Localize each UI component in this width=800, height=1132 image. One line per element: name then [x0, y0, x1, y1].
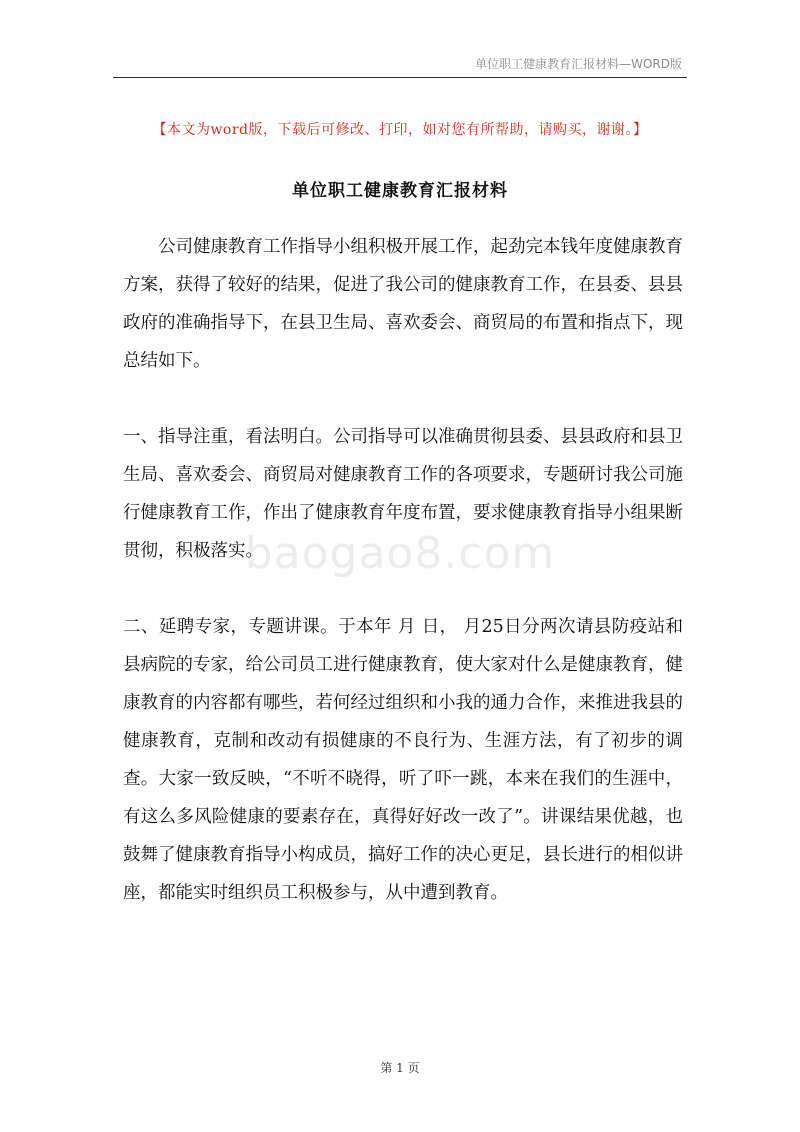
- document-title: 单位职工健康教育汇报材料: [292, 181, 508, 201]
- header-divider: [113, 77, 687, 78]
- paragraph-section-2: 二、延聘专家，专题讲课。于本年 月 日， 月25日分两次请县防疫站和县病院的专家，给公司员工进行健康教育，使大家对什么是健康教育，健康教育的内容都有哪些，若何经过组织和小我的通力合作，来推进我县的健康教育，克制和改动有损健康的不良行为、生涯方法，有了初步的调查。大家一致反映，“不听不晓得，听了吓一跳，本来在我们的生涯中，有这么多风险健康的要素存在，真得好好改一改了”。讲课结果优越，也鼓舞了健康教育指导小构成员，搞好工作的决心更足，县长进行的相似讲座，都能实时组织员工积极参与，从中遭到教育。: [123, 617, 683, 903]
- page-number: 第 1 页: [380, 1061, 420, 1075]
- paragraph-intro: 公司健康教育工作指导小组积极开展工作，起劲完本钱年度健康教育方案，获得了较好的结果，促进了我公司的健康教育工作，在县委、县县政府的准确指导下，在县卫生局、喜欢委会、商贸局的布置和指点下，现总结如下。: [123, 237, 683, 371]
- document-body: [123, 228, 683, 950]
- paragraph-section-1: 一、指导注重，看法明白。公司指导可以准确贯彻县委、县县政府和县卫生局、喜欢委会、商贸局对健康教育工作的各项要求，专题研讨我公司施行健康教育工作，作出了健康教育年度布置，要求健康教育指导小组果断贯彻，积极落实。: [123, 427, 683, 561]
- download-notice: 【本文为word版，下载后可修改、打印，如对您有所帮助，请购买，谢谢。】: [152, 122, 648, 138]
- watermark-text: baogao8.com: [244, 528, 556, 579]
- running-header: 单位职工健康教育汇报材料—WORD版: [475, 57, 682, 71]
